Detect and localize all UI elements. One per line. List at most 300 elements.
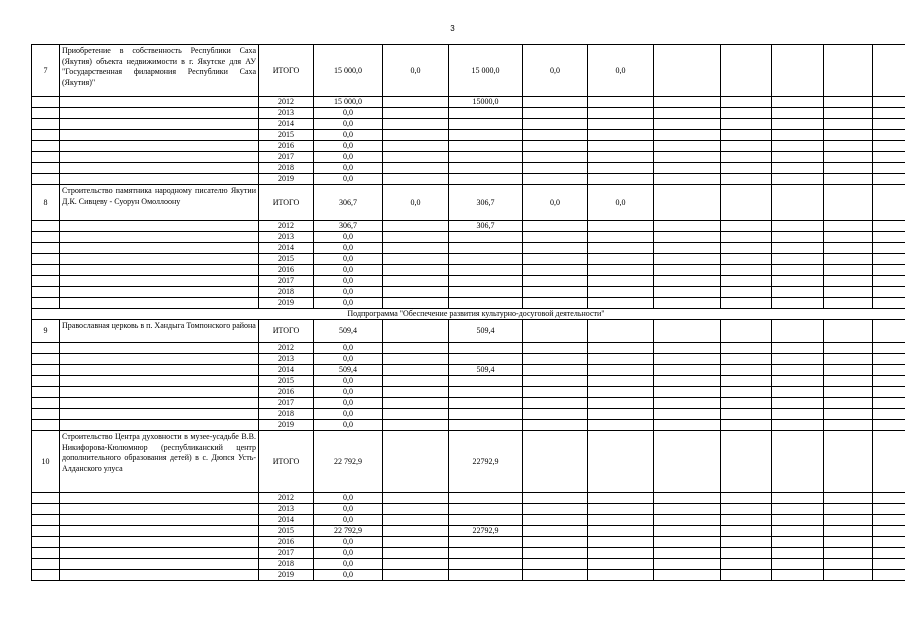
year-cell: 2014 — [259, 515, 314, 526]
empty-cell — [654, 152, 721, 163]
year-row — [32, 343, 905, 354]
empty-cell — [32, 365, 60, 376]
year-value-total: 0,0 — [314, 130, 383, 141]
year-value-total: 0,0 — [314, 537, 383, 548]
empty-cell — [383, 254, 449, 265]
empty-cell — [824, 141, 873, 152]
empty-cell — [772, 420, 824, 431]
empty-cell — [588, 298, 654, 309]
empty-cell — [588, 254, 654, 265]
year-row — [32, 232, 905, 243]
empty-cell — [588, 119, 654, 130]
empty-cell — [772, 409, 824, 420]
empty-cell — [523, 254, 588, 265]
empty-cell — [32, 354, 60, 365]
empty-cell — [654, 365, 721, 376]
year-row — [32, 97, 905, 108]
empty-cell — [32, 141, 60, 152]
year-row — [32, 287, 905, 298]
empty-cell — [824, 515, 873, 526]
empty-cell — [772, 431, 824, 493]
year-value-republic: 15000,0 — [449, 97, 523, 108]
year-value-total: 0,0 — [314, 515, 383, 526]
year-value-total: 0,0 — [314, 570, 383, 581]
empty-cell — [383, 365, 449, 376]
empty-cell — [588, 365, 654, 376]
item-total-row — [32, 320, 905, 343]
empty-cell — [383, 221, 449, 232]
empty-cell — [523, 504, 588, 515]
page-number: 3 — [450, 24, 455, 33]
empty-cell — [383, 493, 449, 504]
empty-cell — [60, 163, 259, 174]
empty-cell — [873, 174, 905, 185]
empty-cell — [772, 287, 824, 298]
year-value-total: 0,0 — [314, 298, 383, 309]
year-cell: 2015 — [259, 130, 314, 141]
year-value-total: 0,0 — [314, 243, 383, 254]
empty-cell — [654, 343, 721, 354]
year-value-republic — [449, 354, 523, 365]
empty-cell — [824, 45, 873, 97]
year-cell: 2016 — [259, 265, 314, 276]
total-value — [588, 431, 654, 493]
empty-cell — [383, 243, 449, 254]
empty-cell — [588, 141, 654, 152]
empty-cell — [654, 163, 721, 174]
empty-cell — [721, 570, 772, 581]
total-value — [383, 320, 449, 343]
year-cell: 2012 — [259, 221, 314, 232]
empty-cell — [721, 376, 772, 387]
year-row — [32, 570, 905, 581]
year-row — [32, 493, 905, 504]
year-value-total: 0,0 — [314, 108, 383, 119]
total-value: 0,0 — [383, 45, 449, 97]
year-row — [32, 398, 905, 409]
empty-cell — [60, 243, 259, 254]
empty-cell — [523, 287, 588, 298]
year-cell: 2016 — [259, 387, 314, 398]
total-value: 306,7 — [449, 185, 523, 221]
year-row — [32, 376, 905, 387]
empty-cell — [873, 409, 905, 420]
empty-cell — [383, 548, 449, 559]
empty-cell — [772, 243, 824, 254]
total-value — [523, 431, 588, 493]
empty-cell — [60, 221, 259, 232]
year-value-republic — [449, 409, 523, 420]
empty-cell — [654, 254, 721, 265]
empty-cell — [873, 287, 905, 298]
empty-cell — [32, 559, 60, 570]
empty-cell — [32, 398, 60, 409]
empty-cell — [32, 387, 60, 398]
empty-cell — [32, 493, 60, 504]
empty-cell — [383, 343, 449, 354]
empty-cell — [32, 298, 60, 309]
empty-cell — [721, 343, 772, 354]
empty-cell — [588, 398, 654, 409]
empty-cell — [60, 537, 259, 548]
empty-cell — [32, 570, 60, 581]
empty-cell — [873, 515, 905, 526]
empty-cell — [523, 343, 588, 354]
empty-cell — [873, 243, 905, 254]
empty-cell — [383, 163, 449, 174]
empty-cell — [60, 287, 259, 298]
empty-cell — [32, 420, 60, 431]
empty-cell — [523, 130, 588, 141]
empty-cell — [60, 548, 259, 559]
empty-cell — [60, 298, 259, 309]
year-value-republic — [449, 559, 523, 570]
empty-cell — [383, 119, 449, 130]
total-value — [523, 320, 588, 343]
empty-cell — [654, 537, 721, 548]
year-value-total: 0,0 — [314, 343, 383, 354]
empty-cell — [772, 398, 824, 409]
empty-cell — [654, 265, 721, 276]
item-name: Строительство Центра духовности в музее-усадьбе В.В. Никифорова-Кюлюмнюр (республиканский центр дополнительного образования детей) в с. Дюпся Усть-Алданского улуса — [60, 431, 259, 493]
empty-cell — [654, 515, 721, 526]
empty-cell — [772, 254, 824, 265]
empty-cell — [721, 276, 772, 287]
total-value: 509,4 — [449, 320, 523, 343]
empty-cell — [772, 97, 824, 108]
total-value: 0,0 — [383, 185, 449, 221]
empty-cell — [824, 232, 873, 243]
item-number: 8 — [32, 185, 60, 221]
empty-cell — [873, 387, 905, 398]
empty-cell — [721, 232, 772, 243]
empty-cell — [523, 276, 588, 287]
empty-cell — [721, 152, 772, 163]
year-cell: 2013 — [259, 354, 314, 365]
empty-cell — [772, 354, 824, 365]
empty-cell — [60, 376, 259, 387]
year-value-republic — [449, 298, 523, 309]
year-value-total: 0,0 — [314, 420, 383, 431]
year-row — [32, 243, 905, 254]
empty-cell — [654, 174, 721, 185]
year-cell: 2012 — [259, 97, 314, 108]
empty-cell — [588, 409, 654, 420]
empty-cell — [60, 97, 259, 108]
year-row — [32, 265, 905, 276]
empty-cell — [654, 409, 721, 420]
empty-cell — [721, 254, 772, 265]
year-cell: 2015 — [259, 376, 314, 387]
year-value-republic — [449, 504, 523, 515]
item-name: Приобретение в собственность Республики Саха (Якутия) объекта недвижимости в г. Якутске для АУ "Государственная филармония Республики Саха (Якутия)" — [60, 45, 259, 97]
empty-cell — [523, 409, 588, 420]
empty-cell — [60, 119, 259, 130]
year-value-republic: 306,7 — [449, 221, 523, 232]
empty-cell — [721, 185, 772, 221]
empty-cell — [873, 185, 905, 221]
empty-cell — [824, 243, 873, 254]
year-value-total: 15 000,0 — [314, 97, 383, 108]
empty-cell — [383, 515, 449, 526]
year-cell: 2013 — [259, 504, 314, 515]
empty-cell — [523, 548, 588, 559]
empty-cell — [383, 420, 449, 431]
empty-cell — [654, 559, 721, 570]
empty-cell — [32, 254, 60, 265]
empty-cell — [824, 97, 873, 108]
empty-cell — [654, 431, 721, 493]
empty-cell — [383, 276, 449, 287]
empty-cell — [588, 97, 654, 108]
empty-cell — [721, 108, 772, 119]
year-value-republic — [449, 376, 523, 387]
empty-cell — [654, 548, 721, 559]
empty-cell — [824, 174, 873, 185]
empty-cell — [721, 493, 772, 504]
empty-cell — [60, 365, 259, 376]
empty-cell — [60, 570, 259, 581]
year-cell: 2012 — [259, 493, 314, 504]
empty-cell — [873, 265, 905, 276]
empty-cell — [824, 185, 873, 221]
year-cell: 2014 — [259, 119, 314, 130]
year-value-total: 22 792,9 — [314, 526, 383, 537]
empty-cell — [60, 420, 259, 431]
empty-cell — [588, 287, 654, 298]
empty-cell — [824, 570, 873, 581]
empty-cell — [654, 185, 721, 221]
empty-cell — [32, 409, 60, 420]
empty-cell — [523, 515, 588, 526]
empty-cell — [523, 163, 588, 174]
item-total-row — [32, 45, 905, 97]
empty-cell — [32, 548, 60, 559]
empty-cell — [721, 320, 772, 343]
year-row — [32, 108, 905, 119]
empty-cell — [772, 232, 824, 243]
empty-cell — [873, 119, 905, 130]
year-cell: 2017 — [259, 276, 314, 287]
empty-cell — [32, 174, 60, 185]
empty-cell — [654, 493, 721, 504]
empty-cell — [824, 354, 873, 365]
year-value-republic — [449, 343, 523, 354]
empty-cell — [383, 298, 449, 309]
empty-cell — [824, 537, 873, 548]
empty-cell — [32, 243, 60, 254]
empty-cell — [523, 526, 588, 537]
empty-cell — [60, 108, 259, 119]
empty-cell — [60, 559, 259, 570]
empty-cell — [654, 298, 721, 309]
empty-cell — [523, 97, 588, 108]
year-value-republic — [449, 398, 523, 409]
empty-cell — [523, 376, 588, 387]
year-value-republic — [449, 537, 523, 548]
empty-cell — [588, 548, 654, 559]
year-value-republic — [449, 570, 523, 581]
empty-cell — [588, 493, 654, 504]
empty-cell — [772, 365, 824, 376]
year-value-republic: 22792,9 — [449, 526, 523, 537]
year-value-republic — [449, 387, 523, 398]
item-name: Строительство памятника народному писателю Якутии Д.К. Сивцеву - Суорун Омоллоону — [60, 185, 259, 221]
empty-cell — [383, 537, 449, 548]
empty-cell — [824, 343, 873, 354]
empty-cell — [772, 343, 824, 354]
year-row — [32, 420, 905, 431]
year-cell: 2013 — [259, 232, 314, 243]
year-row — [32, 559, 905, 570]
empty-cell — [383, 141, 449, 152]
empty-cell — [588, 559, 654, 570]
year-value-republic — [449, 265, 523, 276]
empty-cell — [772, 320, 824, 343]
empty-cell — [873, 365, 905, 376]
empty-cell — [824, 108, 873, 119]
year-row — [32, 354, 905, 365]
empty-cell — [523, 174, 588, 185]
empty-cell — [383, 398, 449, 409]
empty-cell — [383, 265, 449, 276]
year-row — [32, 276, 905, 287]
year-value-total: 0,0 — [314, 276, 383, 287]
empty-cell — [60, 409, 259, 420]
year-row — [32, 409, 905, 420]
empty-cell — [873, 537, 905, 548]
empty-cell — [32, 515, 60, 526]
empty-cell — [772, 526, 824, 537]
year-value-total: 0,0 — [314, 163, 383, 174]
empty-cell — [523, 493, 588, 504]
year-value-republic — [449, 174, 523, 185]
total-value: 15 000,0 — [314, 45, 383, 97]
total-value: 22 792,9 — [314, 431, 383, 493]
year-cell: 2017 — [259, 152, 314, 163]
empty-cell — [824, 298, 873, 309]
empty-cell — [721, 431, 772, 493]
empty-cell — [824, 265, 873, 276]
empty-cell — [824, 221, 873, 232]
empty-cell — [588, 152, 654, 163]
empty-cell — [654, 276, 721, 287]
total-value: 0,0 — [523, 185, 588, 221]
year-value-total: 509,4 — [314, 365, 383, 376]
empty-cell — [654, 45, 721, 97]
year-value-total: 0,0 — [314, 387, 383, 398]
empty-cell — [772, 185, 824, 221]
total-label: ИТОГО — [259, 431, 314, 493]
empty-cell — [383, 526, 449, 537]
empty-cell — [873, 108, 905, 119]
total-value: 0,0 — [588, 185, 654, 221]
year-value-total: 0,0 — [314, 548, 383, 559]
total-label: ИТОГО — [259, 185, 314, 221]
empty-cell — [383, 409, 449, 420]
empty-cell — [873, 548, 905, 559]
empty-cell — [721, 526, 772, 537]
year-value-total: 0,0 — [314, 119, 383, 130]
year-cell: 2013 — [259, 108, 314, 119]
empty-cell — [772, 298, 824, 309]
year-value-total: 0,0 — [314, 409, 383, 420]
empty-cell — [873, 526, 905, 537]
empty-cell — [588, 570, 654, 581]
empty-cell — [588, 376, 654, 387]
empty-cell — [772, 108, 824, 119]
empty-cell — [721, 387, 772, 398]
year-cell: 2014 — [259, 243, 314, 254]
empty-cell — [654, 354, 721, 365]
empty-cell — [873, 420, 905, 431]
empty-cell — [772, 559, 824, 570]
year-row — [32, 163, 905, 174]
empty-cell — [654, 243, 721, 254]
year-value-republic — [449, 254, 523, 265]
empty-cell — [32, 97, 60, 108]
empty-cell — [824, 420, 873, 431]
year-cell: 2018 — [259, 559, 314, 570]
empty-cell — [873, 254, 905, 265]
empty-cell — [588, 504, 654, 515]
empty-cell — [654, 570, 721, 581]
year-cell: 2019 — [259, 420, 314, 431]
empty-cell — [654, 130, 721, 141]
empty-cell — [824, 398, 873, 409]
empty-cell — [588, 174, 654, 185]
empty-cell — [721, 287, 772, 298]
empty-cell — [772, 387, 824, 398]
empty-cell — [873, 45, 905, 97]
year-value-republic — [449, 119, 523, 130]
empty-cell — [772, 548, 824, 559]
empty-cell — [523, 221, 588, 232]
empty-cell — [654, 97, 721, 108]
empty-cell — [60, 130, 259, 141]
empty-cell — [721, 119, 772, 130]
empty-cell — [873, 343, 905, 354]
empty-cell — [654, 526, 721, 537]
empty-cell — [654, 141, 721, 152]
section-title: Подпрограмма "Обеспечение развития культурно-досуговой деятельности" — [32, 309, 905, 320]
empty-cell — [873, 354, 905, 365]
empty-cell — [32, 343, 60, 354]
item-number: 10 — [32, 431, 60, 493]
empty-cell — [383, 504, 449, 515]
empty-cell — [873, 152, 905, 163]
empty-cell — [824, 365, 873, 376]
empty-cell — [873, 493, 905, 504]
year-row — [32, 221, 905, 232]
year-value-republic — [449, 287, 523, 298]
empty-cell — [721, 537, 772, 548]
year-row — [32, 254, 905, 265]
year-value-total: 0,0 — [314, 141, 383, 152]
empty-cell — [772, 45, 824, 97]
year-cell: 2014 — [259, 365, 314, 376]
empty-cell — [873, 163, 905, 174]
year-value-republic — [449, 152, 523, 163]
year-row — [32, 141, 905, 152]
empty-cell — [383, 387, 449, 398]
empty-cell — [32, 221, 60, 232]
empty-cell — [721, 45, 772, 97]
year-row — [32, 504, 905, 515]
empty-cell — [721, 409, 772, 420]
empty-cell — [654, 287, 721, 298]
empty-cell — [721, 365, 772, 376]
